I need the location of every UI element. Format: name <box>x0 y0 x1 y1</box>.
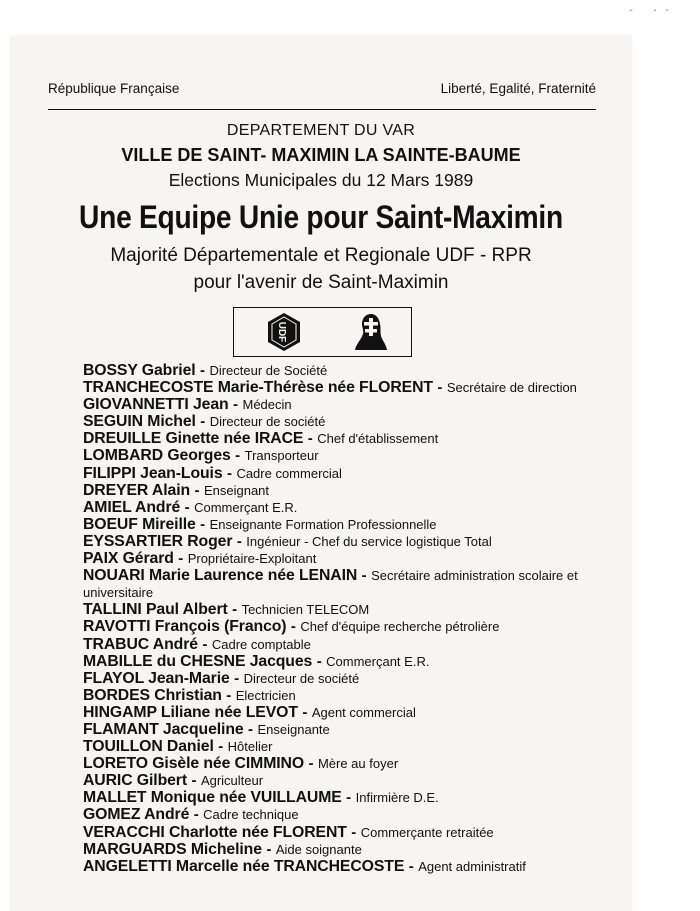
avenir-subtitle: pour l'avenir de Saint-Maximin <box>193 272 449 293</box>
candidate-name: VERACCHI Charlotte née FLORENT <box>83 823 347 841</box>
candidate-entry <box>83 841 623 858</box>
candidate-name: MARGUARDS Micheline <box>83 840 262 858</box>
candidate-profession: Agent administratif <box>418 858 526 874</box>
candidate-entry <box>83 772 623 789</box>
candidate-name: LOMBARD Georges <box>83 447 231 465</box>
candidate-name: TALLINI Paul Albert <box>83 601 228 619</box>
candidate-profession: Transporteur <box>244 448 319 464</box>
candidate-name: FLAMANT Jacqueline <box>83 720 244 738</box>
candidate-entry <box>83 516 623 533</box>
candidate-separator: - <box>316 652 322 670</box>
candidate-name: AMIEL André <box>83 498 181 516</box>
candidate-entry <box>83 482 623 499</box>
candidate-separator: - <box>266 840 272 858</box>
candidate-profession: Enseignante Formation Professionnelle <box>209 516 437 532</box>
candidate-separator: - <box>235 447 241 465</box>
candidate-separator: - <box>200 362 205 379</box>
candidate-separator: - <box>200 413 206 431</box>
candidate-entry <box>83 721 623 738</box>
candidate-profession: Mère au foyer <box>317 756 399 772</box>
candidate-entry <box>83 413 623 430</box>
candidate-entry <box>83 430 623 447</box>
candidate-separator: - <box>218 738 224 756</box>
candidate-profession: Chef d'équipe recherche pétrolière <box>300 619 500 635</box>
header-rule <box>48 109 596 110</box>
udf-logo-text: UDF <box>276 321 287 343</box>
candidate-separator: - <box>308 755 314 773</box>
candidate-profession: Commerçant E.R. <box>326 653 430 669</box>
candidate-separator: - <box>307 430 313 448</box>
candidate-name: GIOVANNETTI Jean <box>83 396 229 414</box>
candidate-profession: Electricien <box>235 687 296 703</box>
elections-title: Elections Municipales du 12 Mars 1989 <box>168 170 474 190</box>
candidate-name: AURIC Gilbert <box>83 772 188 790</box>
candidate-profession: Directeur de Société <box>209 363 328 378</box>
candidate-entry <box>83 755 623 772</box>
candidate-profession: Directeur de société <box>209 414 326 430</box>
candidate-separator: - <box>200 515 206 533</box>
candidate-name: TRANCHECOSTE Marie-Thérèse née FLORENT <box>83 379 433 397</box>
candidate-separator: - <box>236 532 242 550</box>
majorite-subtitle: Majorité Départementale et Regionale UDF - RPR <box>110 245 532 266</box>
candidate-entry <box>83 396 623 413</box>
candidate-separator: - <box>202 635 208 653</box>
candidate-profession: Cadre technique <box>203 807 299 823</box>
candidate-name: BOSSY Gabriel <box>83 362 196 379</box>
party-logos-box <box>233 307 412 357</box>
candidate-entry <box>83 362 623 379</box>
candidate-separator: - <box>226 464 232 482</box>
candidate-entry <box>83 379 623 396</box>
candidate-name: ANGELETTI Marcelle née TRANCHECOSTE <box>83 857 405 875</box>
candidate-profession: Enseignante <box>257 721 330 737</box>
candidate-profession: Secrétaire de direction <box>446 380 577 396</box>
candidate-name: LORETO Gisèle née CIMMINO <box>83 755 305 773</box>
candidate-separator: - <box>194 481 200 499</box>
candidate-entry <box>83 567 623 601</box>
candidate-profession: Commerçante retraitée <box>360 824 494 840</box>
candidate-entry <box>83 499 623 516</box>
candidate-entry <box>83 806 623 823</box>
candidate-profession: Agent commercial <box>311 704 416 720</box>
candidate-profession: Infirmière D.E. <box>355 790 439 806</box>
candidate-entry <box>83 653 623 670</box>
candidate-profession: Enseignant <box>203 482 270 498</box>
rpr-logo-icon <box>351 312 391 352</box>
candidate-entry <box>83 465 623 482</box>
candidate-name: MABILLE du CHESNE Jacques <box>83 652 313 670</box>
candidate-profession: Cadre comptable <box>211 636 311 652</box>
candidate-profession: Commerçant E.R. <box>194 499 298 515</box>
candidate-name: DREUILLE Ginette née IRACE <box>83 430 304 448</box>
candidate-entry <box>83 824 623 841</box>
candidate-profession: Hôtelier <box>227 739 273 755</box>
candidate-entry <box>83 447 623 464</box>
departement-title: DEPARTEMENT DU VAR <box>226 122 416 139</box>
udf-logo-icon <box>264 312 304 352</box>
candidate-entry <box>83 533 623 550</box>
candidate-entry <box>83 618 623 635</box>
candidate-name: SEGUIN Michel <box>83 413 196 431</box>
candidate-name: EYSSARTIER Roger <box>83 532 233 550</box>
candidate-entry <box>83 670 623 687</box>
leaflet-page <box>10 36 632 911</box>
candidate-separator: - <box>193 806 199 824</box>
candidate-separator: - <box>346 789 352 807</box>
candidate-profession: Secrétaire administration scolaire et universitaire <box>83 568 578 601</box>
candidate-name: TOUILLON Daniel <box>83 738 214 756</box>
header-republique: République Française <box>48 81 180 96</box>
candidate-entry <box>83 550 623 567</box>
candidate-name: FLAYOL Jean-Marie <box>83 669 230 687</box>
candidate-profession: Ingénieur - Chef du service logistique Total <box>246 533 492 549</box>
candidate-name: RAVOTTI François (Franco) <box>83 618 287 636</box>
candidate-profession: Cadre commercial <box>236 465 342 481</box>
candidate-name: NOUARI Marie Laurence née LENAIN <box>83 567 358 585</box>
candidate-profession: Médecin <box>242 397 292 413</box>
candidate-name: FILIPPI Jean-Louis <box>83 464 223 482</box>
candidate-separator: - <box>290 618 296 636</box>
candidate-name: TRABUC André <box>83 635 198 653</box>
candidate-name: BORDES Christian <box>83 686 222 704</box>
candidate-separator: - <box>232 601 238 619</box>
candidate-separator: - <box>361 567 367 585</box>
header-devise: Liberté, Egalité, Fraternité <box>440 81 596 96</box>
header-bar <box>48 78 596 100</box>
candidate-separator: - <box>302 703 308 721</box>
candidate-profession: Propriétaire-Exploitant <box>187 551 317 567</box>
headline: Une Equipe Unie pour Saint-Maximin <box>79 199 563 235</box>
candidate-profession: Aide soignante <box>275 841 362 857</box>
candidate-separator: - <box>191 772 197 790</box>
candidate-separator: - <box>226 686 232 704</box>
candidate-entry <box>83 704 623 721</box>
candidate-profession: Directeur de société <box>243 670 360 686</box>
ville-title: VILLE DE SAINT- MAXIMIN LA SAINTE-BAUME <box>121 145 521 165</box>
candidate-separator: - <box>408 857 414 875</box>
candidate-list <box>83 362 623 875</box>
candidate-separator: - <box>351 823 357 841</box>
candidate-profession: Agriculteur <box>200 773 264 789</box>
candidate-name: MALLET Monique née VUILLAUME <box>83 789 342 807</box>
candidate-name: HINGAMP Liliane née LEVOT <box>83 703 298 721</box>
candidate-entry <box>83 636 623 653</box>
candidate-name: GOMEZ André <box>83 806 190 824</box>
candidate-separator: - <box>178 550 184 568</box>
candidate-entry <box>83 738 623 755</box>
candidate-profession: Technicien TELECOM <box>241 602 370 618</box>
candidate-entry <box>83 858 623 875</box>
candidate-separator: - <box>437 379 443 397</box>
candidate-entry <box>83 687 623 704</box>
candidate-separator: - <box>248 720 254 738</box>
candidate-separator: - <box>233 396 239 414</box>
candidate-name: BOEUF Mireille <box>83 515 196 533</box>
candidate-entry <box>83 601 623 618</box>
candidate-profession: Chef d'établissement <box>317 431 439 447</box>
candidate-separator: - <box>184 498 190 516</box>
candidate-name: DREYER Alain <box>83 481 191 499</box>
scan-marks: - ·- <box>628 6 677 17</box>
candidate-entry <box>83 789 623 806</box>
candidate-separator: - <box>234 669 240 687</box>
candidate-name: PAIX Gérard <box>83 550 174 568</box>
